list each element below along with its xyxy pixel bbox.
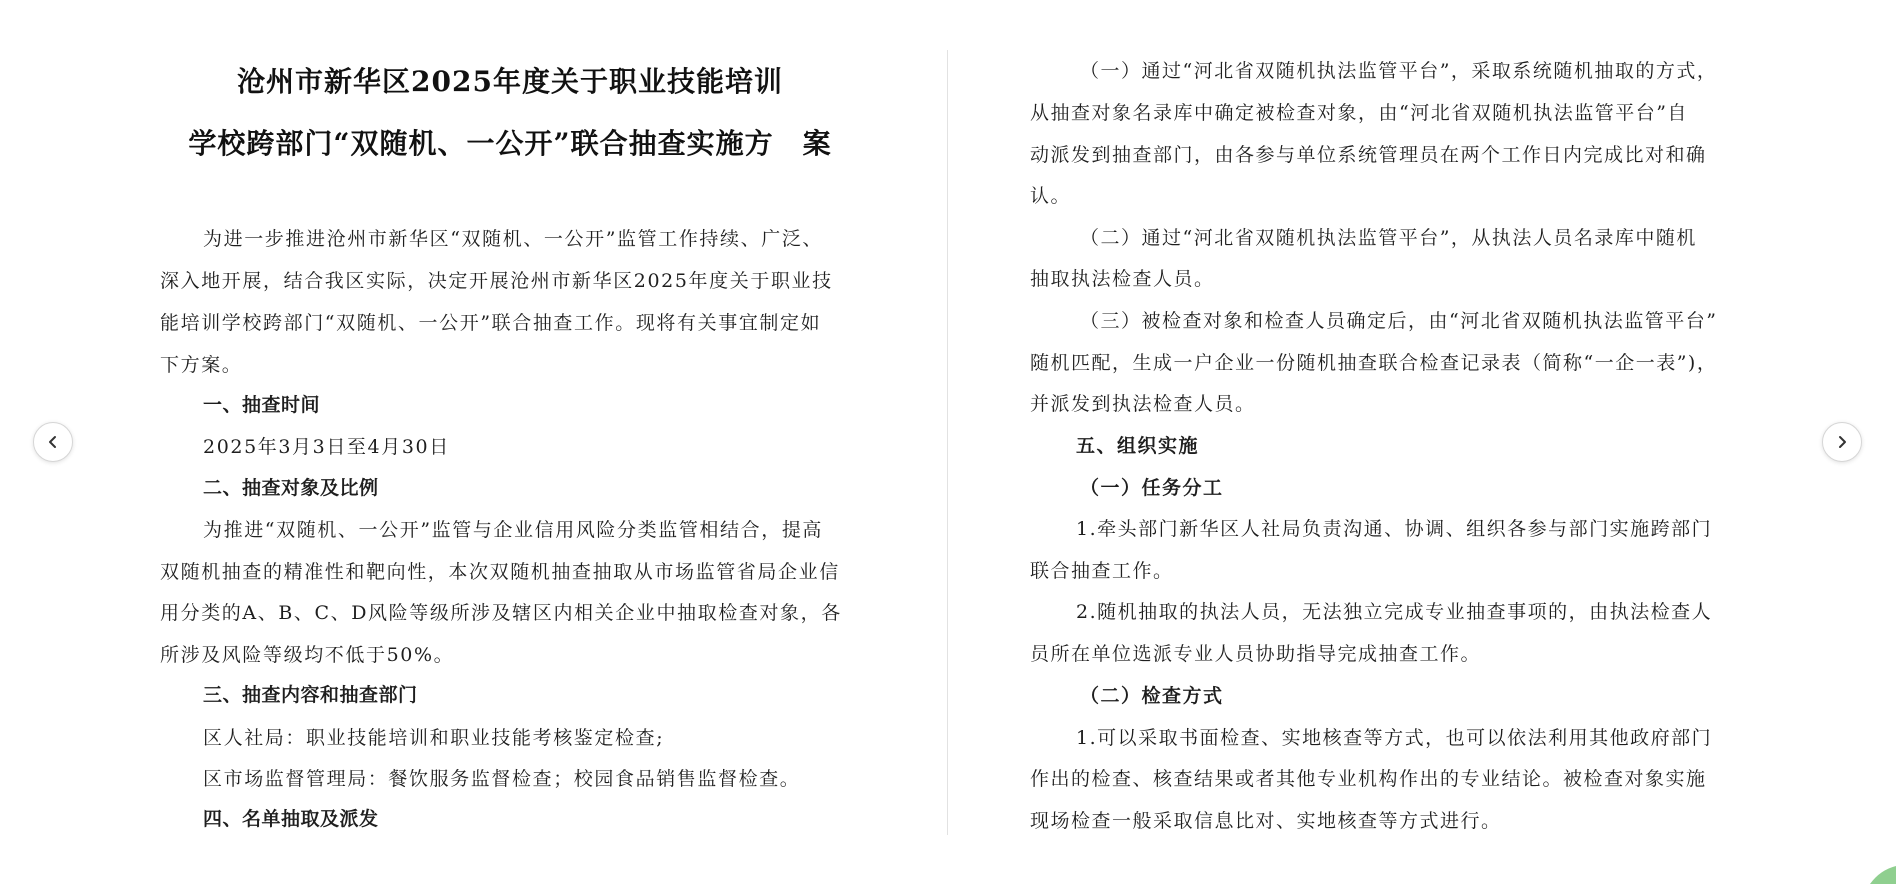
- paragraph-line: 用分类的A、B、C、D风险等级所涉及辖区内相关企业中抽取检查对象，各: [160, 602, 842, 624]
- paragraph-line: 为推进“双随机、一公开”监管与企业信用风险分类监管相结合，提高: [203, 519, 824, 541]
- section-heading: 二、抽查对象及比例: [203, 477, 379, 499]
- chevron-left-icon: [46, 435, 60, 449]
- paragraph-line: （二）通过“河北省双随机执法监管平台”，从执法人员名录库中随机: [1080, 227, 1697, 249]
- subsection-heading: （一）任务分工: [1080, 477, 1224, 499]
- paragraph-line: 区人社局：职业技能培训和职业技能考核鉴定检查;: [203, 727, 665, 749]
- paragraph-line: 认。: [1030, 185, 1072, 207]
- page-right: [1030, 0, 1735, 884]
- chevron-right-icon: [1835, 435, 1849, 449]
- paragraph-line: 深入地开展，结合我区实际，决定开展沧州市新华区2025年度关于职业技: [160, 270, 833, 292]
- section-heading: 五、组织实施: [1076, 435, 1200, 457]
- paragraph-line: 能培训学校跨部门“双随机、一公开”联合抽查工作。现将有关事宜制定如: [160, 312, 822, 334]
- section-heading: 三、抽查内容和抽查部门: [203, 684, 418, 706]
- paragraph-line: （一）通过“河北省双随机执法监管平台”，采取系统随机抽取的方式，: [1080, 60, 1718, 82]
- paragraph-line: 从抽查对象名录库中确定被检查对象，由“河北省双随机执法监管平台”自: [1030, 102, 1688, 124]
- subsection-heading: （二）检查方式: [1080, 685, 1224, 707]
- paragraph-line: 1.可以采取书面检查、实地核查等方式，也可以依法利用其他政府部门: [1076, 727, 1713, 749]
- paragraph-line: 下方案。: [160, 354, 243, 376]
- page-left: [160, 0, 860, 884]
- paragraph-line: 联合抽查工作。: [1030, 560, 1174, 582]
- page-divider: [947, 50, 948, 835]
- paragraph-line: 现场检查一般采取信息比对、实地核查等方式进行。: [1030, 810, 1502, 832]
- paragraph-line: （三）被检查对象和检查人员确定后，由“河北省双随机执法监管平台”: [1080, 310, 1718, 332]
- paragraph-line: 为进一步推进沧州市新华区“双随机、一公开”监管工作持续、广泛、: [203, 228, 824, 250]
- paragraph-line: 双随机抽查的精准性和靶向性，本次双随机抽查抽取从市场监管省局企业信: [160, 561, 840, 583]
- paragraph-line: 作出的检查、核查结果或者其他专业机构作出的专业结论。被检查对象实施: [1030, 768, 1707, 790]
- paragraph-line: 所涉及风险等级均不低于50%。: [160, 644, 455, 666]
- section-heading: 一、抽查时间: [203, 394, 321, 416]
- section-heading: 四、名单抽取及派发: [203, 808, 379, 830]
- paragraph-line: 并派发到执法检查人员。: [1030, 393, 1256, 415]
- prev-page-button[interactable]: [33, 422, 73, 462]
- next-page-button[interactable]: [1822, 422, 1862, 462]
- paragraph-line: 员所在单位选派专业人员协助指导完成抽查工作。: [1030, 643, 1482, 665]
- corner-badge-icon: [1866, 866, 1896, 884]
- paragraph-line: 2.随机抽取的执法人员，无法独立完成专业抽查事项的，由执法检查人: [1076, 601, 1713, 623]
- document-title-line-2: 学校跨部门“双随机、一公开”联合抽查实施方 案: [188, 127, 832, 160]
- paragraph-line: 抽取执法检查人员。: [1030, 268, 1215, 290]
- paragraph-line: 随机匹配，生成一户企业一份随机抽查联合检查记录表（简称“一企一表”)，: [1030, 352, 1718, 374]
- document-title-line-1: 沧州市新华区2025年度关于职业技能培训: [237, 65, 783, 98]
- paragraph-line: 1.牵头部门新华区人社局负责沟通、协调、组织各参与部门实施跨部门: [1076, 518, 1713, 540]
- paragraph-line: 动派发到抽查部门，由各参与单位系统管理员在两个工作日内完成比对和确: [1030, 144, 1707, 166]
- paragraph-line: 2025年3月3日至4月30日: [203, 436, 450, 458]
- paragraph-line: 区市场监督管理局：餐饮服务监督检查；校园食品销售监督检查。: [203, 768, 801, 790]
